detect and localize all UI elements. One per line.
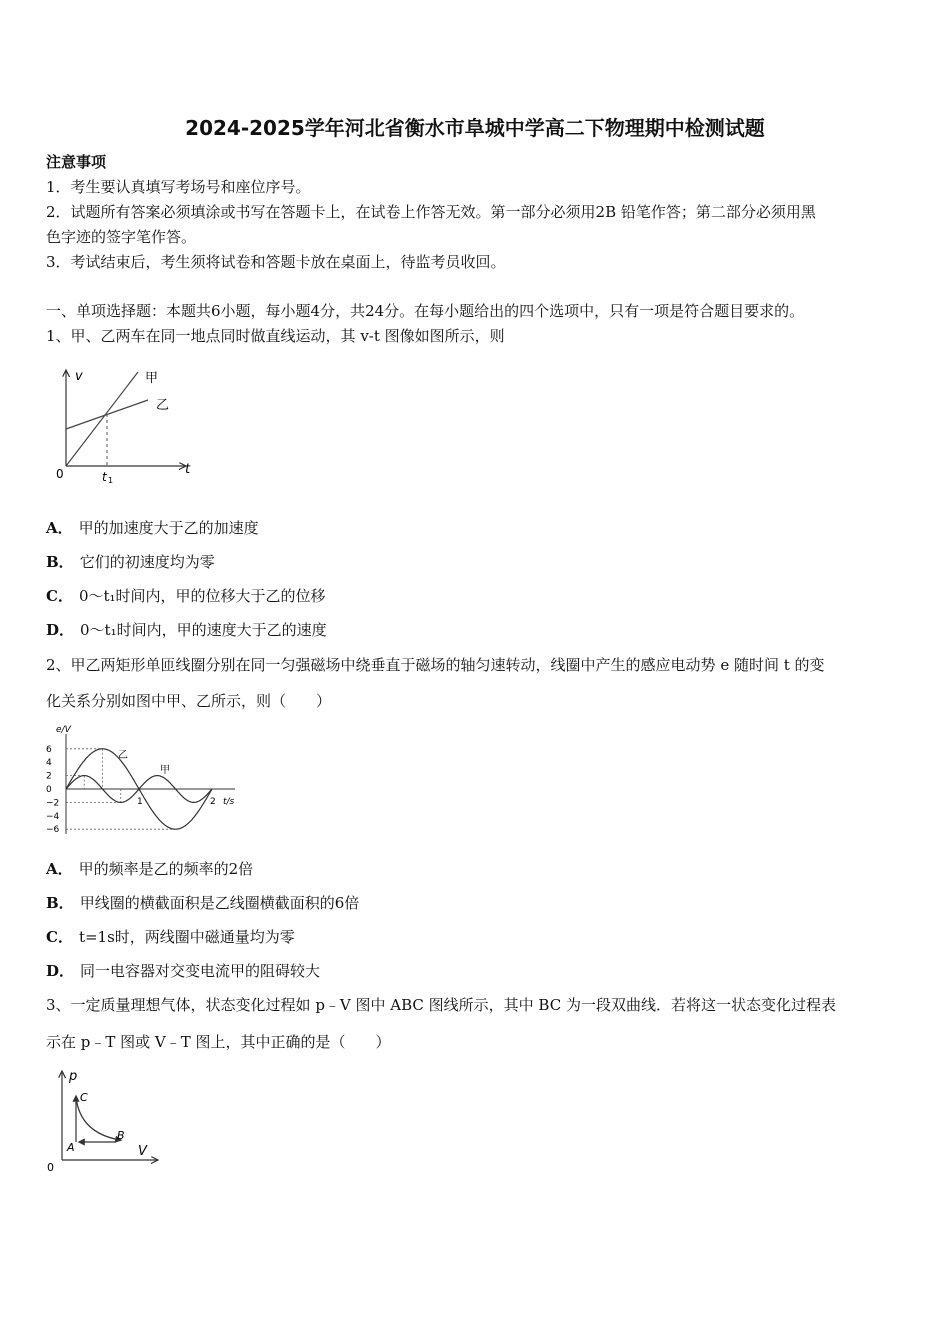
question-2-stem-1: 2、甲乙两矩形单匝线圈分别在同一匀强磁场中绕垂直于磁场的轴匀速转动，线圈中产生的感应电动势 e 随时间 t 的变 xyxy=(46,656,825,674)
label-jia: 甲 xyxy=(145,371,159,386)
q1-option-a[interactable]: A． 甲的加速度大于乙的加速度 xyxy=(46,519,259,537)
label-yi: 乙 xyxy=(118,750,128,761)
q1-vt-graph xyxy=(50,362,200,487)
y-tick-label: −6 xyxy=(46,825,60,836)
question-3-stem-2: 示在 p﹣T 图或 V﹣T 图上，其中正确的是（ ） xyxy=(46,1033,391,1051)
line-jia xyxy=(66,372,138,466)
x-tick-1: 1 xyxy=(137,797,143,807)
y-tick-label: −4 xyxy=(46,811,60,822)
q2-option-c[interactable]: C． t=1s时，两线圈中磁通量均为零 xyxy=(46,928,295,946)
y-axis-label: p xyxy=(69,1069,78,1084)
notice-item: 2．试题所有答案必须填涂或书写在答题卡上，在试卷上作答无效。第一部分必须用2B 铅笔作答；第二部分必须用黑 xyxy=(46,203,816,221)
question-2-stem-2: 化关系分别如图中甲、乙所示，则（ ） xyxy=(46,692,332,710)
y-tick-label: 4 xyxy=(46,758,52,769)
origin-label: 0 xyxy=(47,1161,54,1174)
t1-label: t xyxy=(102,470,107,484)
origin-label: 0 xyxy=(56,467,64,481)
q2-option-b[interactable]: B． 甲线圈的横截面积是乙线圈横截面积的6倍 xyxy=(46,894,360,912)
notice-item: 1．考生要认真填写考场号和座位序号。 xyxy=(46,178,311,196)
notice-item: 色字迹的签字笔作答。 xyxy=(46,228,197,246)
q2-option-a[interactable]: A． 甲的频率是乙的频率的2倍 xyxy=(46,860,254,878)
y-axis-label: v xyxy=(75,369,83,384)
x-axis-label: t xyxy=(185,462,191,477)
q1-option-c[interactable]: C． 0～t₁时间内，甲的位移大于乙的位移 xyxy=(46,587,326,605)
section-heading: 一、单项选择题：本题共6小题，每小题4分，共24分。在每小题给出的四个选项中，只有一项是符合题目要求的。 xyxy=(46,302,805,320)
label-yi: 乙 xyxy=(156,398,170,413)
y-tick-label: 2 xyxy=(46,771,52,782)
q2-option-d[interactable]: D． 同一电容器对交变电流甲的阻碍较大 xyxy=(46,962,321,980)
y-ticks xyxy=(46,745,60,835)
q1-option-d[interactable]: D． 0～t₁时间内，甲的速度大于乙的速度 xyxy=(46,621,327,639)
label-jia: 甲 xyxy=(160,765,170,776)
point-a-label: A xyxy=(67,1141,75,1154)
question-3-stem-1: 3、一定质量理想气体，状态变化过程如 p﹣V 图中 ABC 图线所示，其中 BC 为一段双曲线．若将这一状态变化过程表 xyxy=(46,996,836,1014)
point-c-label: C xyxy=(80,1091,88,1104)
x-axis-label: V xyxy=(138,1144,147,1159)
y-tick-label: 6 xyxy=(46,744,52,755)
y-tick-label: 0 xyxy=(46,785,52,795)
x-tick-2: 2 xyxy=(210,797,216,807)
point-b-label: B xyxy=(117,1129,125,1142)
notice-item: 3．考试结束后，考生须将试卷和答题卡放在桌面上，待监考员收回。 xyxy=(46,253,506,271)
y-axis-label: e/V xyxy=(56,725,71,735)
t1-subscript: 1 xyxy=(108,476,114,485)
y-tick-label: −2 xyxy=(46,798,60,809)
q2-et-graph xyxy=(40,722,250,840)
x-axis-label: t/s xyxy=(223,797,235,807)
q3-pv-graph xyxy=(40,1065,170,1177)
question-1-stem: 1、甲、乙两车在同一地点同时做直线运动，其 v-t 图像如图所示，则 xyxy=(46,327,505,345)
notice-heading: 注意事项 xyxy=(46,153,107,171)
page-title: 2024-2025学年河北省衡水市阜城中学高二下物理期中检测试题 xyxy=(185,116,765,140)
q1-option-b[interactable]: B． 它们的初速度均为零 xyxy=(46,553,215,571)
